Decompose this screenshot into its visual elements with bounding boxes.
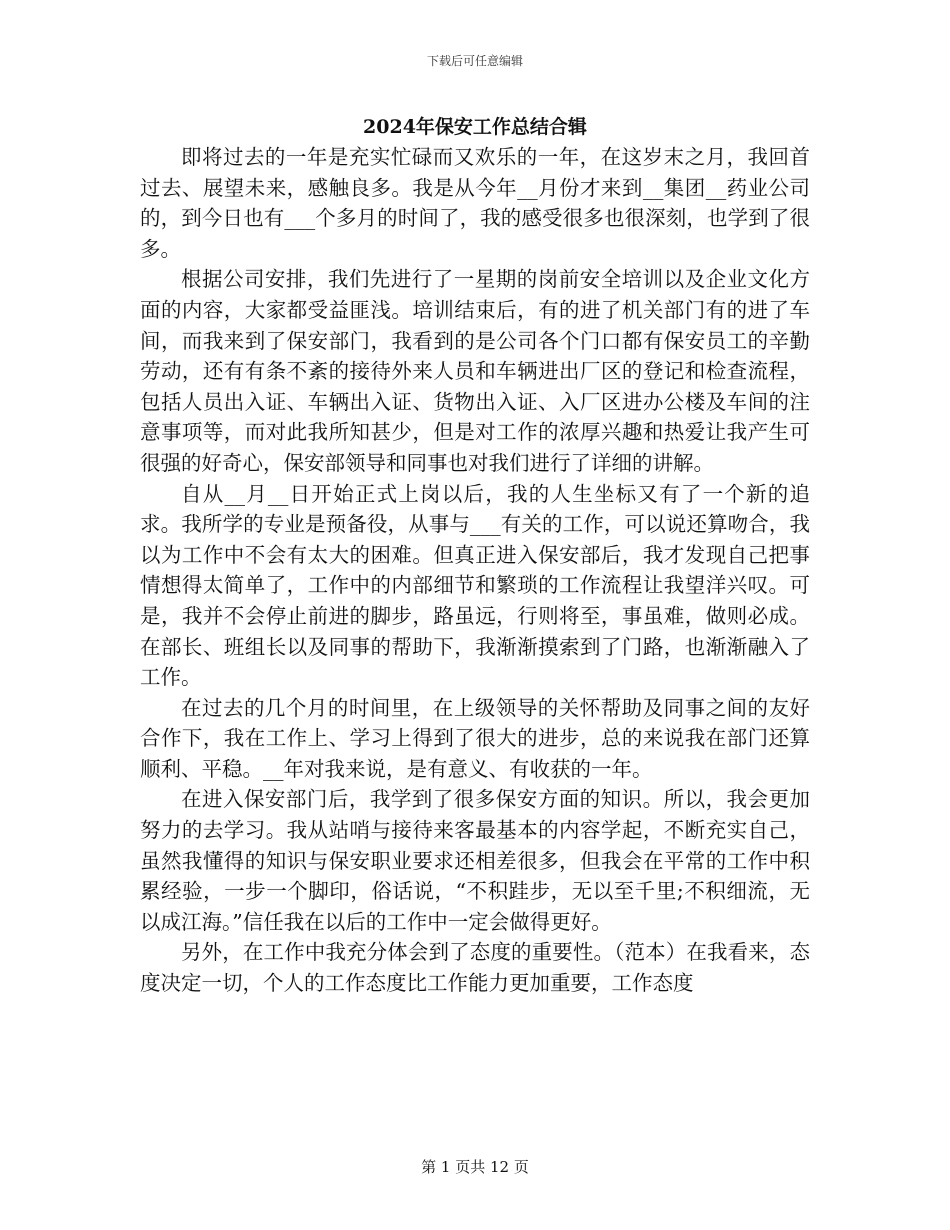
paragraph: 在进入保安部门后，我学到了很多保安方面的知识。所以，我会更加努力的去学习。我从站哨与接待来客最基本的内容学起，不断充实自己，虽然我懂得的知识与保安职业要求还相差很多，但我会在平常的工作中积累经验，一步一个脚印，俗话说，“不积跬步，无以至千里;不积细流，无以成江海。”信任我在以后的工作中一定会做得更好。: [140, 787, 810, 934]
paragraph: 自从__月__日开始正式上岗以后，我的人生坐标又有了一个新的追求。我所学的专业是预备役，从事与___有关的工作，可以说还算吻合，我以为工作中不会有太大的困难。但真正进入保安部后，我才发现自己把事情想得太简单了，工作中的内部细节和繁琐的工作流程让我望洋兴叹。可是，我并不会停止前进的脚步，路虽远，行则将至，事虽难，做则必成。在部长、班组长以及同事的帮助下，我渐渐摸索到了门路，也渐渐融入了工作。: [140, 481, 810, 690]
document-title: 2024年保安工作总结合辑: [363, 116, 587, 138]
paragraph: 根据公司安排，我们先进行了一星期的岗前安全培训以及企业文化方面的内容，大家都受益匪浅。培训结束后，有的进了机关部门有的进了车间，而我来到了保安部门，我看到的是公司各个门口都有保安员工的辛勤劳动，还有有条不紊的接待外来人员和车辆进出厂区的登记和检查流程，包括人员出入证、车辆出入证、货物出入证、入厂区进办公楼及车间的注意事项等，而对此我所知甚少，但是对工作的浓厚兴趣和热爱让我产生可很强的好奇心，保安部领导和同事也对我们进行了详细的讲解。: [140, 267, 810, 475]
page-footer-number: 第 1 页共 12 页: [421, 1158, 529, 1176]
document-body: [140, 142, 810, 999]
paragraph: 另外，在工作中我充分体会到了态度的重要性。（范本）在我看来，态度决定一切，个人的工作态度比工作能力更加重要，工作态度: [140, 940, 810, 996]
page-header-note: 下载后可任意编辑: [426, 54, 523, 68]
paragraph: 在过去的几个月的时间里，在上级领导的关怀帮助及同事之间的友好合作下，我在工作上、学习上得到了很大的进步，总的来说我在部门还算顺利、平稳。__年对我来说，是有意义、有收获的一年。: [140, 695, 810, 781]
paragraph: 即将过去的一年是充实忙碌而又欢乐的一年，在这岁末之月，我回首过去、展望未来，感触良多。我是从今年__月份才来到__集团__药业公司的，到今日也有___个多月的时间了，我的感受很多也很深刻，也学到了很多。: [140, 145, 810, 261]
